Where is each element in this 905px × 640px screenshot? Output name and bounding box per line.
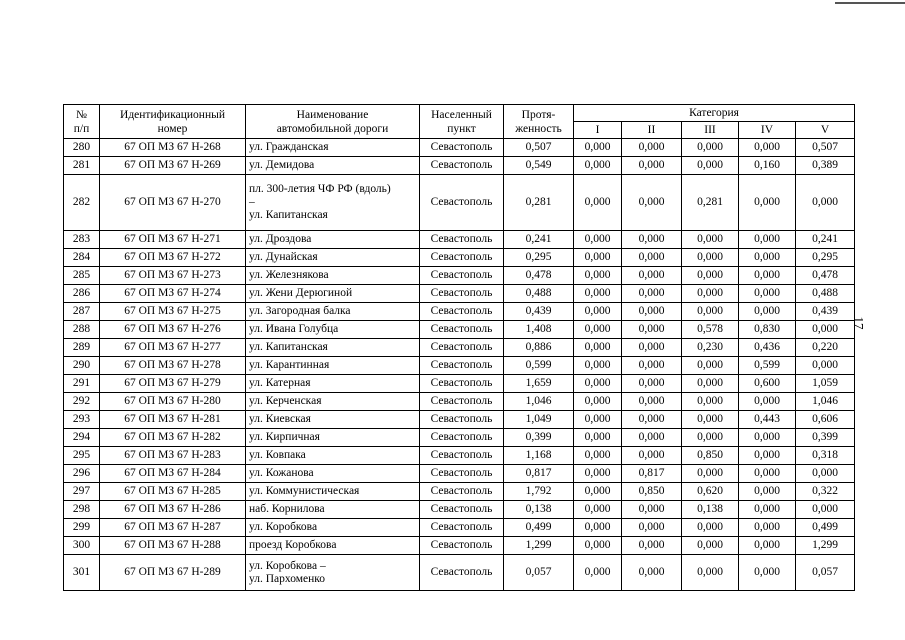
road-name-line: ул. Гражданская [249, 141, 329, 153]
road-length: 0,057 [504, 555, 574, 591]
category-5-value: 0,000 [796, 357, 855, 375]
road-identifier: 67 ОП МЗ 67 Н-269 [100, 157, 246, 175]
road-length: 0,478 [504, 267, 574, 285]
header-cat-5: V [796, 122, 855, 139]
road-name [246, 285, 420, 303]
category-5-value: 0,399 [796, 429, 855, 447]
road-name [246, 175, 420, 231]
top-edge-line [835, 2, 905, 4]
settlement: Севастополь [420, 519, 504, 537]
category-4-value: 0,000 [739, 483, 796, 501]
table-row [64, 339, 855, 357]
road-length: 1,049 [504, 411, 574, 429]
category-1-value: 0,000 [574, 429, 622, 447]
category-2-value: 0,000 [622, 267, 682, 285]
road-name [246, 249, 420, 267]
road-identifier: 67 ОП МЗ 67 Н-276 [100, 321, 246, 339]
category-3-value: 0,000 [682, 555, 739, 591]
row-number: 285 [64, 267, 100, 285]
road-identifier: 67 ОП МЗ 67 Н-288 [100, 537, 246, 555]
settlement: Севастополь [420, 357, 504, 375]
row-number: 280 [64, 139, 100, 157]
category-2-value: 0,000 [622, 231, 682, 249]
row-number: 288 [64, 321, 100, 339]
category-1-value: 0,000 [574, 285, 622, 303]
header-category: Категория [574, 105, 855, 122]
table-row [64, 139, 855, 157]
header-identifier: Идентификационный номер [100, 105, 246, 139]
category-2-value: 0,000 [622, 411, 682, 429]
category-1-value: 0,000 [574, 321, 622, 339]
category-2-value: 0,000 [622, 519, 682, 537]
category-2-value: 0,000 [622, 555, 682, 591]
category-4-value: 0,830 [739, 321, 796, 339]
category-3-value: 0,000 [682, 357, 739, 375]
category-1-value: 0,000 [574, 537, 622, 555]
road-name-line: ул. Ковпака [249, 449, 306, 461]
table-row [64, 231, 855, 249]
category-5-value: 0,295 [796, 249, 855, 267]
category-1-value: 0,000 [574, 303, 622, 321]
category-3-value: 0,138 [682, 501, 739, 519]
category-4-value: 0,443 [739, 411, 796, 429]
category-4-value: 0,000 [739, 231, 796, 249]
category-4-value: 0,000 [739, 429, 796, 447]
table-row [64, 429, 855, 447]
road-length: 1,408 [504, 321, 574, 339]
road-identifier: 67 ОП МЗ 67 Н-284 [100, 465, 246, 483]
category-1-value: 0,000 [574, 465, 622, 483]
category-2-value: 0,000 [622, 249, 682, 267]
road-name-line: наб. Корнилова [249, 503, 325, 515]
category-4-value: 0,000 [739, 447, 796, 465]
road-name [246, 267, 420, 285]
category-5-value: 1,059 [796, 375, 855, 393]
settlement: Севастополь [420, 537, 504, 555]
road-name [246, 537, 420, 555]
header-settlement: Населенный пункт [420, 105, 504, 139]
road-identifier: 67 ОП МЗ 67 Н-278 [100, 357, 246, 375]
category-3-value: 0,000 [682, 267, 739, 285]
category-1-value: 0,000 [574, 339, 622, 357]
roads-table [63, 104, 855, 591]
category-2-value: 0,000 [622, 501, 682, 519]
road-name-line: ул. Карантинная [249, 359, 330, 371]
road-name [246, 555, 420, 591]
road-name-line: ул. Демидова [249, 159, 315, 171]
category-1-value: 0,000 [574, 375, 622, 393]
header-cat-4: IV [739, 122, 796, 139]
table-row [64, 519, 855, 537]
row-number: 299 [64, 519, 100, 537]
category-4-value: 0,600 [739, 375, 796, 393]
table-row [64, 555, 855, 591]
road-length: 0,886 [504, 339, 574, 357]
table-row [64, 447, 855, 465]
category-5-value: 1,299 [796, 537, 855, 555]
row-number: 301 [64, 555, 100, 591]
road-identifier: 67 ОП МЗ 67 Н-283 [100, 447, 246, 465]
category-5-value: 0,507 [796, 139, 855, 157]
row-number: 295 [64, 447, 100, 465]
category-2-value: 0,000 [622, 537, 682, 555]
road-name [246, 139, 420, 157]
row-number: 291 [64, 375, 100, 393]
settlement: Севастополь [420, 501, 504, 519]
category-2-value: 0,000 [622, 429, 682, 447]
table-row [64, 321, 855, 339]
road-length: 0,138 [504, 501, 574, 519]
road-identifier: 67 ОП МЗ 67 Н-275 [100, 303, 246, 321]
header-road-name: Наименование автомобильной дороги [246, 105, 420, 139]
category-1-value: 0,000 [574, 139, 622, 157]
category-4-value: 0,000 [739, 249, 796, 267]
category-1-value: 0,000 [574, 411, 622, 429]
road-name-line: ул. Коробкова – [249, 559, 326, 572]
table-row [64, 175, 855, 231]
road-name [246, 231, 420, 249]
road-name [246, 465, 420, 483]
category-5-value: 0,439 [796, 303, 855, 321]
category-5-value: 0,220 [796, 339, 855, 357]
road-identifier: 67 ОП МЗ 67 Н-286 [100, 501, 246, 519]
category-5-value: 0,488 [796, 285, 855, 303]
category-4-value: 0,599 [739, 357, 796, 375]
category-5-value: 0,000 [796, 501, 855, 519]
category-1-value: 0,000 [574, 501, 622, 519]
header-number: № п/п [64, 105, 100, 139]
settlement: Севастополь [420, 139, 504, 157]
settlement: Севастополь [420, 411, 504, 429]
road-length: 1,792 [504, 483, 574, 501]
category-3-value: 0,000 [682, 429, 739, 447]
road-name [246, 393, 420, 411]
road-identifier: 67 ОП МЗ 67 Н-282 [100, 429, 246, 447]
category-4-value: 0,000 [739, 285, 796, 303]
table-row [64, 411, 855, 429]
row-number: 284 [64, 249, 100, 267]
road-identifier: 67 ОП МЗ 67 Н-287 [100, 519, 246, 537]
road-name-line: ул. Коробкова [249, 521, 318, 533]
table-row [64, 537, 855, 555]
road-length: 0,295 [504, 249, 574, 267]
category-1-value: 0,000 [574, 483, 622, 501]
category-1-value: 0,000 [574, 249, 622, 267]
settlement: Севастополь [420, 175, 504, 231]
category-1-value: 0,000 [574, 175, 622, 231]
category-3-value: 0,230 [682, 339, 739, 357]
table-row [64, 267, 855, 285]
table-row [64, 357, 855, 375]
table-row [64, 285, 855, 303]
road-name [246, 357, 420, 375]
header-cat-3: III [682, 122, 739, 139]
table-row [64, 393, 855, 411]
category-3-value: 0,000 [682, 465, 739, 483]
category-1-value: 0,000 [574, 393, 622, 411]
category-5-value: 0,318 [796, 447, 855, 465]
category-5-value: 0,241 [796, 231, 855, 249]
category-3-value: 0,000 [682, 375, 739, 393]
category-4-value: 0,000 [739, 267, 796, 285]
road-name-line: ул. Киевская [249, 413, 311, 425]
category-4-value: 0,000 [739, 139, 796, 157]
table-row [64, 157, 855, 175]
settlement: Севастополь [420, 285, 504, 303]
settlement: Севастополь [420, 555, 504, 591]
road-name-line: ул. Кирпичная [249, 431, 320, 443]
settlement: Севастополь [420, 231, 504, 249]
road-name [246, 375, 420, 393]
road-identifier: 67 ОП МЗ 67 Н-273 [100, 267, 246, 285]
road-length: 1,299 [504, 537, 574, 555]
category-3-value: 0,000 [682, 537, 739, 555]
row-number: 286 [64, 285, 100, 303]
road-name [246, 429, 420, 447]
road-name-line: ул. Пархоменко [249, 572, 326, 585]
category-5-value: 0,057 [796, 555, 855, 591]
road-length: 1,168 [504, 447, 574, 465]
road-identifier: 67 ОП МЗ 67 Н-280 [100, 393, 246, 411]
road-name-line: ул. Кожанова [249, 467, 314, 479]
category-2-value: 0,000 [622, 357, 682, 375]
road-identifier: 67 ОП МЗ 67 Н-268 [100, 139, 246, 157]
row-number: 290 [64, 357, 100, 375]
road-identifier: 67 ОП МЗ 67 Н-279 [100, 375, 246, 393]
category-4-value: 0,436 [739, 339, 796, 357]
row-number: 283 [64, 231, 100, 249]
road-identifier: 67 ОП МЗ 67 Н-277 [100, 339, 246, 357]
table-row [64, 483, 855, 501]
row-number: 300 [64, 537, 100, 555]
road-length: 0,399 [504, 429, 574, 447]
road-identifier: 67 ОП МЗ 67 Н-272 [100, 249, 246, 267]
category-2-value: 0,000 [622, 375, 682, 393]
road-name-line: ул. Катерная [249, 377, 311, 389]
settlement: Севастополь [420, 375, 504, 393]
category-3-value: 0,000 [682, 231, 739, 249]
category-4-value: 0,000 [739, 519, 796, 537]
category-3-value: 0,000 [682, 393, 739, 411]
road-name-line: ул. Ивана Голубца [249, 323, 339, 335]
road-name-line: ул. Загородная балка [249, 305, 351, 317]
category-1-value: 0,000 [574, 555, 622, 591]
category-4-value: 0,000 [739, 555, 796, 591]
category-2-value: 0,850 [622, 483, 682, 501]
category-4-value: 0,000 [739, 501, 796, 519]
category-1-value: 0,000 [574, 231, 622, 249]
road-length: 0,488 [504, 285, 574, 303]
category-5-value: 0,000 [796, 175, 855, 231]
category-5-value: 0,389 [796, 157, 855, 175]
category-2-value: 0,000 [622, 447, 682, 465]
category-2-value: 0,000 [622, 157, 682, 175]
category-4-value: 0,000 [739, 465, 796, 483]
row-number: 281 [64, 157, 100, 175]
category-4-value: 0,000 [739, 303, 796, 321]
category-2-value: 0,817 [622, 465, 682, 483]
category-3-value: 0,000 [682, 249, 739, 267]
settlement: Севастополь [420, 339, 504, 357]
road-length: 0,549 [504, 157, 574, 175]
road-identifier: 67 ОП МЗ 67 Н-285 [100, 483, 246, 501]
row-number: 296 [64, 465, 100, 483]
road-identifier: 67 ОП МЗ 67 Н-289 [100, 555, 246, 591]
table-row [64, 465, 855, 483]
category-5-value: 0,606 [796, 411, 855, 429]
category-5-value: 0,000 [796, 321, 855, 339]
settlement: Севастополь [420, 267, 504, 285]
header-length: Протя- женность [504, 105, 574, 139]
category-4-value: 0,000 [739, 393, 796, 411]
category-2-value: 0,000 [622, 303, 682, 321]
row-number: 294 [64, 429, 100, 447]
road-identifier: 67 ОП МЗ 67 Н-271 [100, 231, 246, 249]
road-name [246, 157, 420, 175]
category-3-value: 0,000 [682, 411, 739, 429]
road-length: 0,817 [504, 465, 574, 483]
settlement: Севастополь [420, 393, 504, 411]
category-5-value: 0,322 [796, 483, 855, 501]
settlement: Севастополь [420, 465, 504, 483]
category-4-value: 0,000 [739, 537, 796, 555]
road-name-line: пл. 300-летия ЧФ РФ (вдоль) [249, 183, 391, 195]
category-5-value: 0,478 [796, 267, 855, 285]
road-length: 0,281 [504, 175, 574, 231]
table-row [64, 375, 855, 393]
settlement: Севастополь [420, 249, 504, 267]
category-1-value: 0,000 [574, 267, 622, 285]
category-3-value: 0,000 [682, 157, 739, 175]
settlement: Севастополь [420, 303, 504, 321]
road-name [246, 303, 420, 321]
settlement: Севастополь [420, 447, 504, 465]
road-identifier: 67 ОП МЗ 67 Н-270 [100, 175, 246, 231]
page-number: 17 [851, 316, 867, 330]
row-number: 282 [64, 175, 100, 231]
category-4-value: 0,160 [739, 157, 796, 175]
road-name-line: ул. Дроздова [249, 233, 312, 245]
road-name [246, 519, 420, 537]
settlement: Севастополь [420, 483, 504, 501]
road-name-line: ул. Железнякова [249, 269, 329, 281]
category-3-value: 0,578 [682, 321, 739, 339]
category-1-value: 0,000 [574, 157, 622, 175]
row-number: 298 [64, 501, 100, 519]
row-number: 293 [64, 411, 100, 429]
road-name-line: ул. Капитанская [249, 341, 328, 353]
category-2-value: 0,000 [622, 393, 682, 411]
table-body [64, 139, 855, 591]
category-3-value: 0,000 [682, 139, 739, 157]
road-name [246, 483, 420, 501]
category-2-value: 0,000 [622, 175, 682, 231]
table-row [64, 501, 855, 519]
category-5-value: 0,499 [796, 519, 855, 537]
category-2-value: 0,000 [622, 321, 682, 339]
category-2-value: 0,000 [622, 339, 682, 357]
category-3-value: 0,000 [682, 285, 739, 303]
category-1-value: 0,000 [574, 357, 622, 375]
category-3-value: 0,281 [682, 175, 739, 231]
category-5-value: 0,000 [796, 465, 855, 483]
road-name-line: ул. Коммунистическая [249, 485, 360, 497]
road-name [246, 501, 420, 519]
road-identifier: 67 ОП МЗ 67 Н-274 [100, 285, 246, 303]
road-name [246, 339, 420, 357]
road-length: 0,599 [504, 357, 574, 375]
road-name [246, 321, 420, 339]
row-number: 287 [64, 303, 100, 321]
category-3-value: 0,000 [682, 519, 739, 537]
road-length: 1,046 [504, 393, 574, 411]
settlement: Севастополь [420, 157, 504, 175]
settlement: Севастополь [420, 429, 504, 447]
road-name [246, 447, 420, 465]
row-number: 292 [64, 393, 100, 411]
settlement: Севастополь [420, 321, 504, 339]
road-length: 1,659 [504, 375, 574, 393]
header-cat-2: II [622, 122, 682, 139]
road-length: 0,241 [504, 231, 574, 249]
category-5-value: 1,046 [796, 393, 855, 411]
road-name-line: ул. Дунайская [249, 251, 318, 263]
road-length: 0,507 [504, 139, 574, 157]
road-name [246, 411, 420, 429]
category-1-value: 0,000 [574, 447, 622, 465]
table-row [64, 303, 855, 321]
row-number: 289 [64, 339, 100, 357]
category-2-value: 0,000 [622, 139, 682, 157]
road-name-line: проезд Коробкова [249, 539, 337, 551]
header-cat-1: I [574, 122, 622, 139]
category-3-value: 0,000 [682, 303, 739, 321]
road-length: 0,499 [504, 519, 574, 537]
category-2-value: 0,000 [622, 285, 682, 303]
road-name-line: ул. Керченская [249, 395, 322, 407]
category-3-value: 0,850 [682, 447, 739, 465]
road-identifier: 67 ОП МЗ 67 Н-281 [100, 411, 246, 429]
category-3-value: 0,620 [682, 483, 739, 501]
category-1-value: 0,000 [574, 519, 622, 537]
road-name-line: ул. Капитанская [249, 209, 328, 221]
road-name-line: – [249, 196, 255, 208]
table-row [64, 249, 855, 267]
road-length: 0,439 [504, 303, 574, 321]
category-4-value: 0,000 [739, 175, 796, 231]
road-name-line: ул. Жени Дерюгиной [249, 287, 353, 299]
row-number: 297 [64, 483, 100, 501]
